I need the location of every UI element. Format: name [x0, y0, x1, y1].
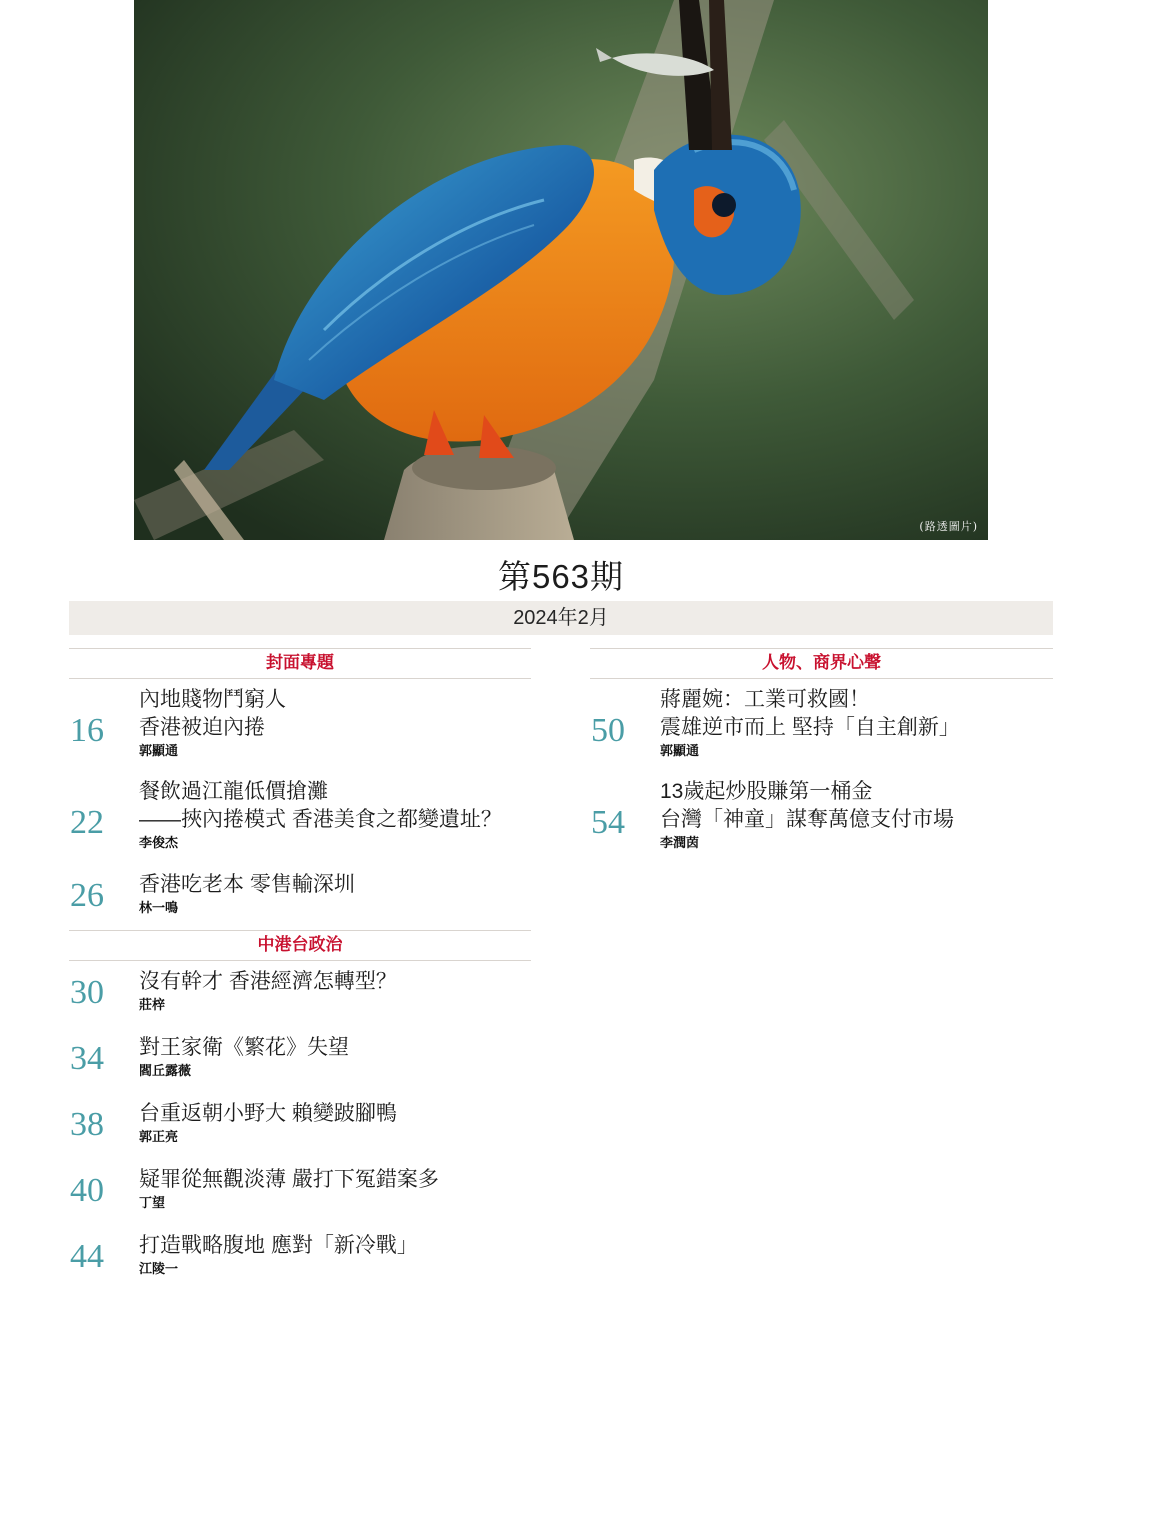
- section-heading-politics: 中港台政治: [69, 930, 531, 961]
- article-title-line: 台重返朝小野大 賴變跛腳鴨: [139, 1102, 397, 1125]
- article-author: 莊梓: [139, 998, 166, 1013]
- page-number: 30: [70, 974, 104, 1011]
- page-number: 54: [591, 804, 625, 841]
- page-number: 40: [70, 1172, 104, 1209]
- toc-entry[interactable]: [590, 778, 1053, 858]
- photo-credit: (路透圖片): [919, 520, 978, 533]
- article-author: 丁望: [139, 1196, 166, 1211]
- article-title-line: 內地賤物鬥窮人: [139, 688, 286, 711]
- article-title-line: ——挾內捲模式 香港美食之都變遺址？: [139, 808, 502, 831]
- article-title-line: 香港吃老本 零售輸深圳: [139, 873, 355, 896]
- article-author: 江陵一: [139, 1262, 179, 1277]
- article-title-line: 沒有幹才 香港經濟怎轉型？: [139, 970, 397, 993]
- section-heading-people-business: 人物、商界心聲: [590, 648, 1053, 679]
- toc-entry[interactable]: [590, 686, 1053, 766]
- toc-entry[interactable]: [69, 686, 531, 766]
- article-title-line: 13歲起炒股賺第一桶金: [660, 780, 873, 803]
- page-number: 34: [70, 1040, 104, 1077]
- toc-left-column: [69, 648, 531, 1285]
- toc-entry[interactable]: [69, 1100, 531, 1153]
- article-author: 郭正亮: [139, 1130, 179, 1145]
- toc-entry[interactable]: [69, 968, 531, 1021]
- page-number: 22: [70, 804, 104, 841]
- page-number: 44: [70, 1238, 104, 1275]
- article-title-line: 香港被迫內捲: [139, 716, 265, 739]
- article-author: 郭顯通: [660, 744, 700, 759]
- kingfisher-illustration: [134, 0, 988, 540]
- issue-number: 第563期: [497, 558, 625, 595]
- page-number: 26: [70, 877, 104, 914]
- toc-entry[interactable]: [69, 1166, 531, 1219]
- article-title-line: 疑罪從無觀淡薄 嚴打下冤錯案多: [139, 1168, 439, 1191]
- article-author: 李俊杰: [139, 836, 179, 851]
- toc-entry[interactable]: [69, 778, 531, 858]
- section-heading-cover-topic: 封面專題: [69, 648, 531, 679]
- article-author: 郭顯通: [139, 744, 179, 759]
- article-title-line: 震雄逆市而上 堅持「自主創新」: [660, 716, 960, 739]
- toc-right-column: [590, 648, 1053, 858]
- issue-date: 2024年2月: [69, 601, 1053, 635]
- page-number: 38: [70, 1106, 104, 1143]
- article-author: 李潤茵: [660, 836, 700, 851]
- toc-entry[interactable]: [69, 871, 531, 924]
- article-author: 林一鳴: [139, 901, 179, 916]
- page-number: 16: [70, 712, 104, 749]
- article-author: 閻丘露薇: [139, 1064, 192, 1079]
- article-title-line: 蔣麗婉：工業可救國！: [660, 688, 870, 711]
- article-title-line: 餐飲過江龍低價搶灘: [139, 780, 328, 803]
- toc-entry[interactable]: [69, 1034, 531, 1087]
- article-title-line: 打造戰略腹地 應對「新冷戰」: [139, 1234, 418, 1257]
- article-title-line: 台灣「神童」謀奪萬億支付市場: [660, 808, 954, 831]
- toc-entry[interactable]: [69, 1232, 531, 1285]
- page-number: 50: [591, 712, 625, 749]
- cover-photo: [134, 0, 988, 540]
- article-title-line: 對王家衛《繁花》失望: [139, 1036, 349, 1059]
